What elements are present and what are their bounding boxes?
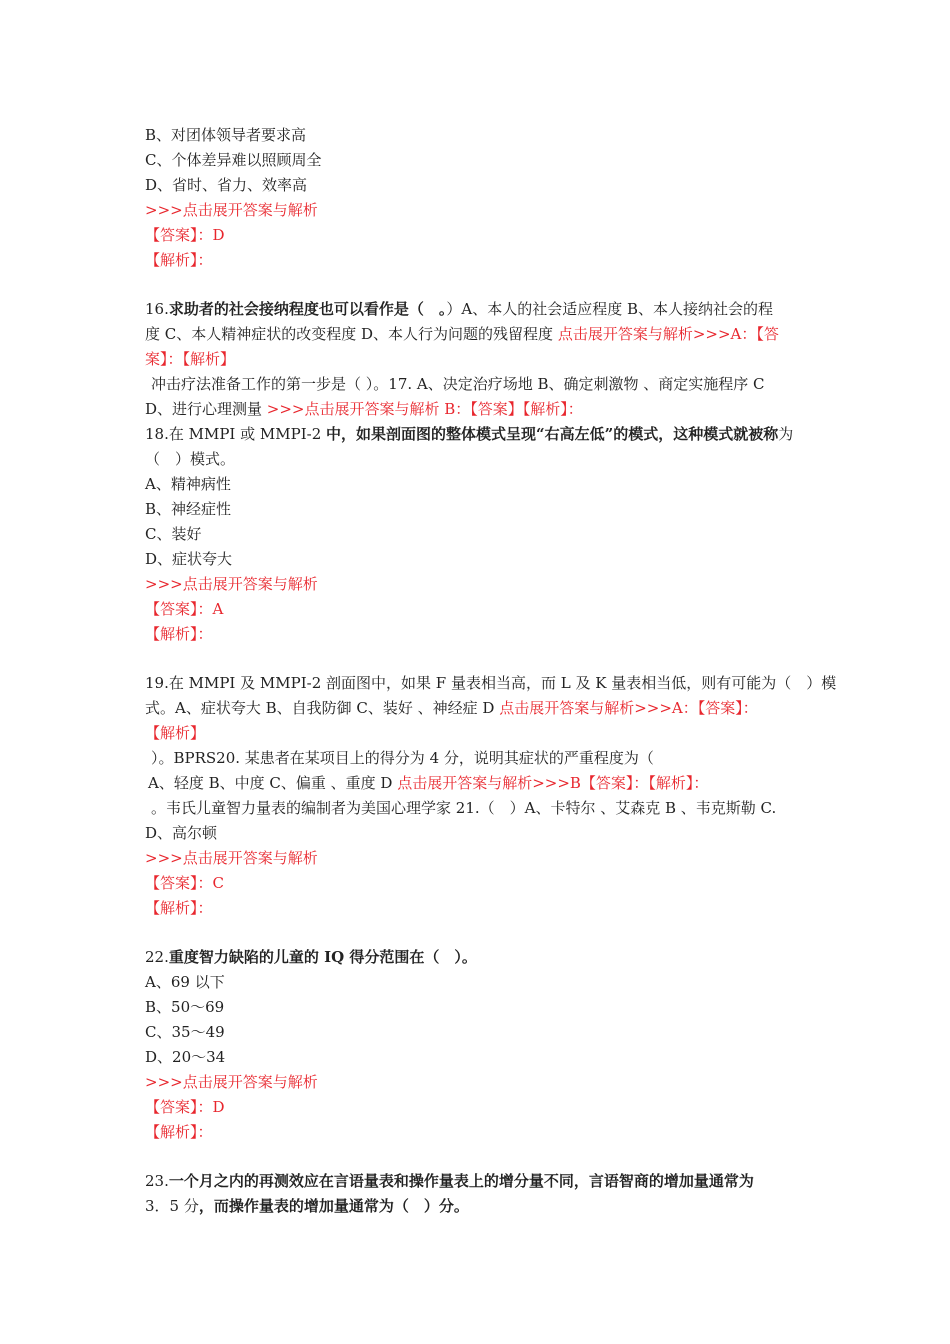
option-a: A、精神病性 <box>145 475 231 493</box>
question-stem: 重度智力缺陷的儿童的 IQ 得分范围在（ ）。 <box>168 948 477 966</box>
question-16-line-2 <box>145 324 779 344</box>
expand-answer-link[interactable]: 点击展开答案与解析>>>B【答案】：【解析】： <box>397 774 709 792</box>
question-18-line-1 <box>145 424 793 444</box>
question-23-line-2 <box>145 1196 469 1216</box>
question-stem: ，而操作量表的增加量通常为（ ）分。 <box>198 1197 469 1215</box>
question-number: 16. <box>145 300 169 318</box>
question-20-line-2 <box>148 773 708 793</box>
question-number: 18.在 MMPI 或 MMPI-2 <box>145 425 327 443</box>
expand-answer-link[interactable]: >>>点击展开答案与解析 <box>145 849 318 867</box>
question-stem-end: 为 <box>778 425 794 443</box>
question-stem: 中，如果剖面图的整体模式呈现“右高左低”的模式，这种模式就被称 <box>326 425 779 443</box>
expand-answer-link[interactable]: >>>点击展开答案与解析 B：【答案】【解析】： <box>266 400 583 418</box>
question-16-line-1 <box>145 299 773 319</box>
question-options: A、轻度 B、中度 C、偏重 、重度 D <box>148 774 398 792</box>
question-22-line-1 <box>145 947 477 967</box>
question-stem-number: 3．5 分 <box>145 1197 199 1215</box>
answer-label: 【答案】：D <box>145 226 225 244</box>
option-c: C、个体差异难以照顾周全 <box>145 151 322 169</box>
question-18-line-2: （ ）模式。 <box>145 450 236 468</box>
option-b: B、50～69 <box>145 998 225 1016</box>
question-16-answer-analysis: 案】：【解析】 <box>145 350 236 368</box>
question-17-line-1: 冲击疗法准备工作的第一步是（ ）。17. A、决定治疗场地 B、确定刺激物 、商定实施程序 C <box>151 375 765 393</box>
analysis-label: 【解析】： <box>145 625 213 643</box>
expand-answer-link[interactable]: 点击展开答案与解析>>>A：【答 <box>557 325 779 343</box>
option-b: B、对团体领导者要求高 <box>145 126 307 144</box>
expand-answer-link[interactable]: >>>点击展开答案与解析 <box>145 201 318 219</box>
question-number: 22. <box>145 948 169 966</box>
answer-label: 【答案】：A <box>145 600 224 618</box>
answer-label: 【答案】：D <box>145 1098 225 1116</box>
expand-answer-link[interactable]: 点击展开答案与解析>>>A：【答案】： <box>499 699 758 717</box>
question-options: ）A、本人的社会适应程度 B、本人接纳社会的程 <box>446 300 774 318</box>
question-23-line-1 <box>145 1171 754 1191</box>
option-d: D、进行心理测量 <box>145 400 267 418</box>
option-b: B、神经症性 <box>145 500 232 518</box>
answer-label: 【答案】：C <box>145 874 224 892</box>
question-options: 度 C、本人精神症状的改变程度 D、本人行为问题的残留程度 <box>145 325 558 343</box>
question-17-line-2 <box>145 399 583 419</box>
option-d: D、20～34 <box>145 1048 226 1066</box>
question-21-line-1: 。韦氏儿童智力量表的编制者为美国心理学家 21.（ ）A、卡特尔 、艾森克 B 、韦克斯勒 C. <box>151 799 777 817</box>
question-options: 式。A、症状夸大 B、自我防御 C、装好 、神经症 D <box>145 699 500 717</box>
option-c: C、装好 <box>145 525 202 543</box>
question-number: 23. <box>145 1172 169 1190</box>
option-d: D、症状夸大 <box>145 550 233 568</box>
analysis-label: 【解析】 <box>145 724 206 742</box>
analysis-label: 【解析】： <box>145 1123 213 1141</box>
analysis-label: 【解析】： <box>145 251 213 269</box>
question-stem: 求助者的社会接纳程度也可以看作是（ 。 <box>168 300 447 318</box>
question-stem: 一个月之内的再测效应在言语量表和操作量表上的增分量不同，言语智商的增加量通常为 <box>168 1172 754 1190</box>
question-20-line-1: ）。BPRS20. 某患者在某项目上的得分为 4 分，说明其症状的严重程度为（ <box>151 749 654 767</box>
question-19-line-1: 19.在 MMPI 及 MMPI-2 剖面图中，如果 F 量表相当高，而 L 及 K 量表相当低，则有可能为（ ）模 <box>145 674 837 692</box>
question-19-line-2 <box>145 698 758 718</box>
option-c: C、35～49 <box>145 1023 225 1041</box>
option-a: A、69 以下 <box>145 973 225 991</box>
analysis-label: 【解析】： <box>145 899 213 917</box>
expand-answer-link[interactable]: >>>点击展开答案与解析 <box>145 575 318 593</box>
option-d: D、省时、省力、效率高 <box>145 176 308 194</box>
expand-answer-link[interactable]: >>>点击展开答案与解析 <box>145 1073 318 1091</box>
option-d: D、高尔顿 <box>145 824 218 842</box>
